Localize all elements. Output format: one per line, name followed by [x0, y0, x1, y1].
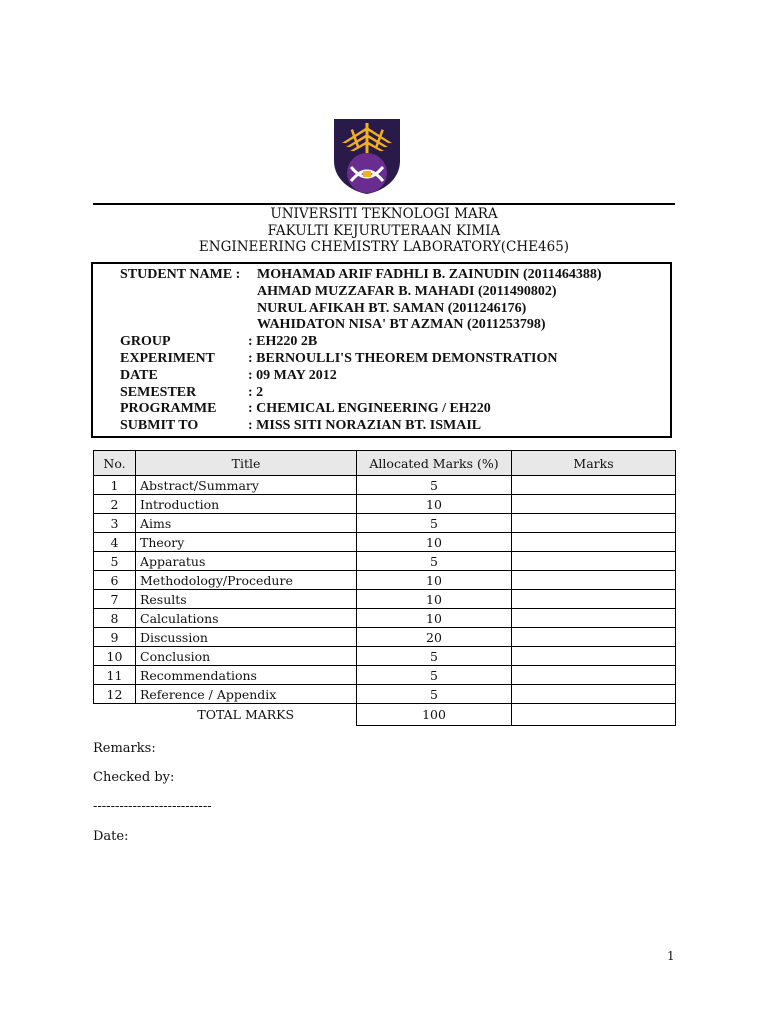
row-title: Discussion — [136, 628, 357, 647]
total-marks[interactable] — [512, 704, 676, 726]
row-marks[interactable] — [512, 514, 676, 533]
row-title: Results — [136, 590, 357, 609]
table-row — [94, 495, 676, 514]
student-name-1: MOHAMAD ARIF FADHLI B. ZAINUDIN (2011464388) — [257, 267, 602, 282]
row-allocated: 5 — [357, 514, 512, 533]
table-row — [94, 666, 676, 685]
uitm-logo — [332, 117, 402, 195]
col-header-title: Title — [136, 451, 357, 476]
row-marks[interactable] — [512, 476, 676, 495]
row-title: Methodology/Procedure — [136, 571, 357, 590]
row-marks[interactable] — [512, 590, 676, 609]
table-row — [94, 533, 676, 552]
student-name-4: WAHIDATON NISA' BT AZMAN (2011253798) — [257, 317, 546, 333]
header-rule — [93, 203, 675, 205]
row-allocated: 10 — [357, 571, 512, 590]
table-row — [94, 647, 676, 666]
table-row — [94, 571, 676, 590]
row-marks[interactable] — [512, 552, 676, 571]
row-title: Apparatus — [136, 552, 357, 571]
semester-label: SEMESTER — [120, 384, 197, 400]
table-row — [94, 685, 676, 704]
date-field-label: Date: — [93, 829, 129, 844]
table-row — [94, 628, 676, 647]
student-name-label: STUDENT NAME : — [120, 267, 241, 282]
table-row — [94, 609, 676, 628]
date-label: DATE — [120, 367, 158, 383]
row-marks[interactable] — [512, 533, 676, 552]
submit-to-row — [120, 418, 602, 435]
row-marks[interactable] — [512, 571, 676, 590]
row-title: Introduction — [136, 495, 357, 514]
row-allocated: 5 — [357, 685, 512, 704]
total-row — [94, 704, 676, 726]
col-header-marks: Marks — [512, 451, 676, 476]
semester-row — [120, 385, 602, 402]
remarks-label: Remarks: — [93, 741, 156, 756]
programme-row — [120, 401, 602, 418]
group-row — [120, 334, 602, 351]
checked-by-label: Checked by: — [93, 770, 175, 785]
group-value: : EH220 2B — [248, 334, 318, 350]
date-row — [120, 368, 602, 385]
row-no: 9 — [94, 628, 136, 647]
row-no: 11 — [94, 666, 136, 685]
table-row — [94, 514, 676, 533]
row-no: 8 — [94, 609, 136, 628]
row-no: 1 — [94, 476, 136, 495]
row-allocated: 5 — [357, 552, 512, 571]
row-no: 5 — [94, 552, 136, 571]
programme-value: : CHEMICAL ENGINEERING / EH220 — [248, 401, 491, 417]
row-no: 10 — [94, 647, 136, 666]
row-allocated: 10 — [357, 609, 512, 628]
row-allocated: 5 — [357, 666, 512, 685]
submit-to-value: : MISS SITI NORAZIAN BT. ISMAIL — [248, 418, 482, 434]
row-no: 2 — [94, 495, 136, 514]
student-name-2: AHMAD MUZZAFAR B. MAHADI (2011490802) — [257, 283, 557, 299]
signature-line: --------------------------- — [93, 799, 212, 814]
row-marks[interactable] — [512, 628, 676, 647]
row-marks[interactable] — [512, 495, 676, 514]
row-allocated: 20 — [357, 628, 512, 647]
row-title: Conclusion — [136, 647, 357, 666]
row-allocated: 5 — [357, 476, 512, 495]
col-header-allocated: Allocated Marks (%) — [357, 451, 512, 476]
row-title: Reference / Appendix — [136, 685, 357, 704]
student-name-3: NURUL AFIKAH BT. SAMAN (2011246176) — [257, 300, 527, 316]
row-title: Abstract/Summary — [136, 476, 357, 495]
semester-value: : 2 — [248, 384, 264, 400]
row-title: Calculations — [136, 609, 357, 628]
total-label: TOTAL MARKS — [197, 707, 295, 723]
row-marks[interactable] — [512, 609, 676, 628]
row-allocated: 10 — [357, 590, 512, 609]
faculty-name: FAKULTI KEJURUTERAAN KIMIA — [267, 222, 501, 239]
submit-to-label: SUBMIT TO — [120, 418, 199, 434]
row-marks[interactable] — [512, 685, 676, 704]
row-no: 3 — [94, 514, 136, 533]
table-row — [94, 552, 676, 571]
row-no: 4 — [94, 533, 136, 552]
row-marks[interactable] — [512, 647, 676, 666]
row-allocated: 5 — [357, 647, 512, 666]
university-name: UNIVERSITI TEKNOLOGI MARA — [270, 206, 498, 222]
table-row — [94, 476, 676, 495]
row-allocated: 10 — [357, 533, 512, 552]
marks-table — [93, 450, 676, 726]
experiment-label: EXPERIMENT — [120, 350, 215, 366]
student-info — [120, 267, 602, 435]
experiment-value: : BERNOULLI'S THEOREM DEMONSTRATION — [248, 350, 558, 366]
row-no: 12 — [94, 685, 136, 704]
date-value: : 09 MAY 2012 — [248, 367, 337, 383]
table-row — [94, 590, 676, 609]
row-no: 7 — [94, 590, 136, 609]
table-header-row — [94, 451, 676, 476]
experiment-row — [120, 351, 602, 368]
page-number: 1 — [667, 949, 675, 963]
row-allocated: 10 — [357, 495, 512, 514]
programme-label: PROGRAMME — [120, 401, 217, 417]
col-header-no: No. — [94, 451, 136, 476]
row-no: 6 — [94, 571, 136, 590]
total-allocated: 100 — [357, 704, 512, 726]
row-marks[interactable] — [512, 666, 676, 685]
total-spacer — [94, 704, 136, 726]
row-title: Theory — [136, 533, 357, 552]
document-header — [93, 206, 675, 256]
group-label: GROUP — [120, 334, 171, 350]
lab-name: ENGINEERING CHEMISTRY LABORATORY(CHE465) — [198, 239, 570, 255]
row-title: Recommendations — [136, 666, 357, 685]
row-title: Aims — [136, 514, 357, 533]
